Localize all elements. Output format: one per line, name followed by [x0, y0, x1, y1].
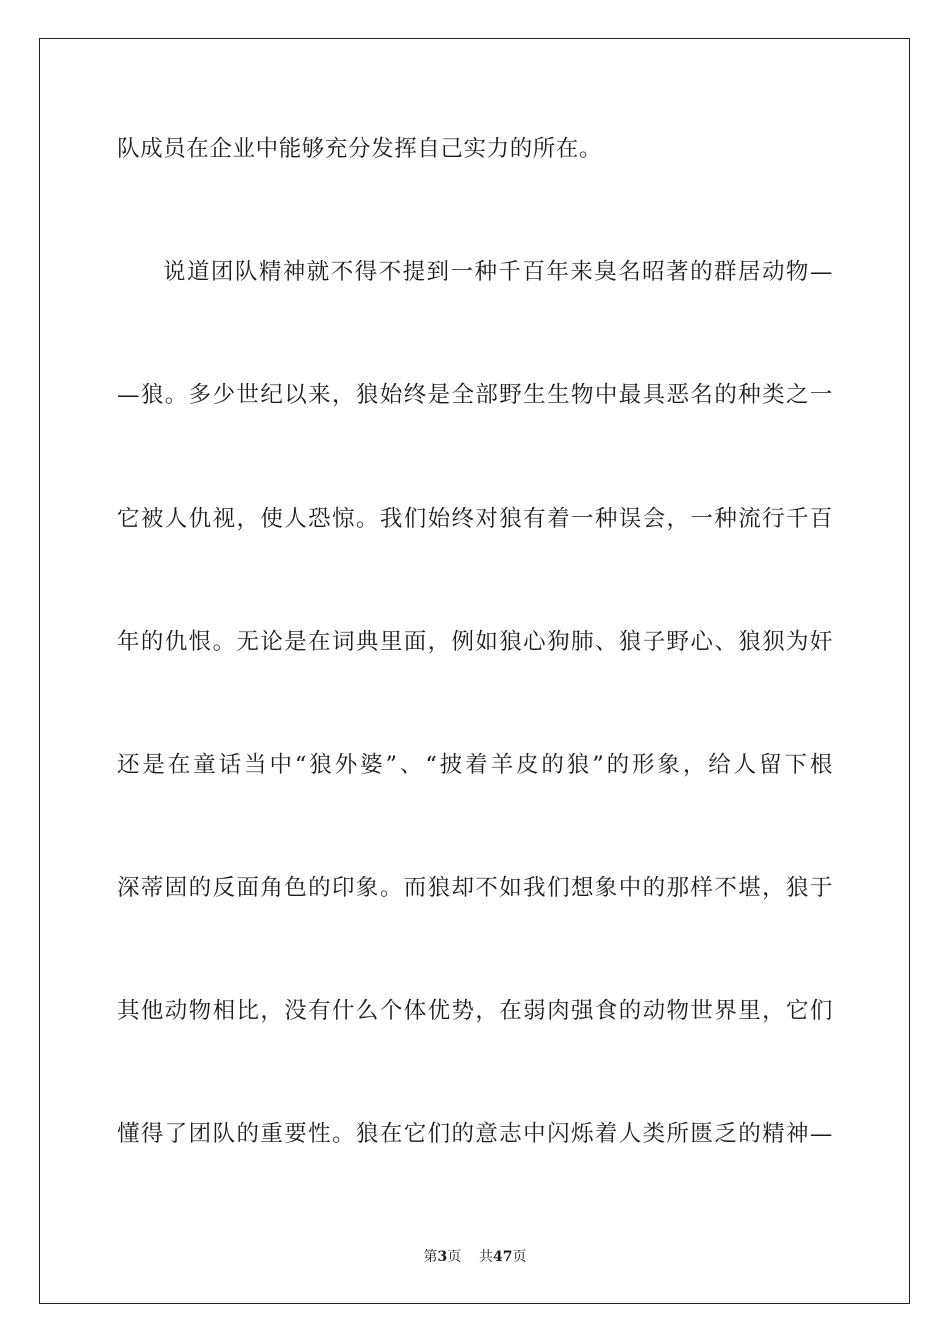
page-suffix: 页	[447, 1249, 462, 1265]
text-line-3: —狼。多少世纪以来，狼始终是全部野生生物中最具恶名的种类之一	[117, 382, 833, 408]
text-line-7: 深蒂固的反面角色的印象。而狼却不如我们想象中的那样不堪，狼于	[117, 875, 833, 901]
text-line-4: 它被人仇视，使人恐惊。我们始终对狼有着一种误会，一种流行千百	[117, 506, 833, 532]
text-line-9: 懂得了团队的重要性。狼在它们的意志中闪烁着人类所匮乏的精神—	[117, 1121, 833, 1147]
text-line-6: 还是在童话当中“狼外婆”、“披着羊皮的狼”的形象，给人留下根	[117, 752, 833, 778]
total-suffix: 页	[512, 1249, 527, 1265]
page-footer	[0, 1248, 950, 1266]
page-number: 3	[437, 1249, 448, 1265]
total-prefix: 共	[479, 1249, 494, 1265]
page-border	[39, 38, 910, 1304]
text-line-8: 其他动物相比，没有什么个体优势，在弱肉强食的动物世界里，它们	[117, 998, 833, 1024]
text-line-5: 年的仇恨。无论是在词典里面，例如狼心狗肺、狼子野心、狼狈为奸	[117, 629, 833, 655]
page-prefix: 第	[423, 1249, 438, 1265]
total-pages: 47	[493, 1249, 513, 1265]
text-line-2: 说道团队精神就不得不提到一种千百年来臭名昭著的群居动物—	[163, 259, 833, 285]
text-line-1: 队成员在企业中能够充分发挥自己实力的所在。	[117, 136, 603, 162]
